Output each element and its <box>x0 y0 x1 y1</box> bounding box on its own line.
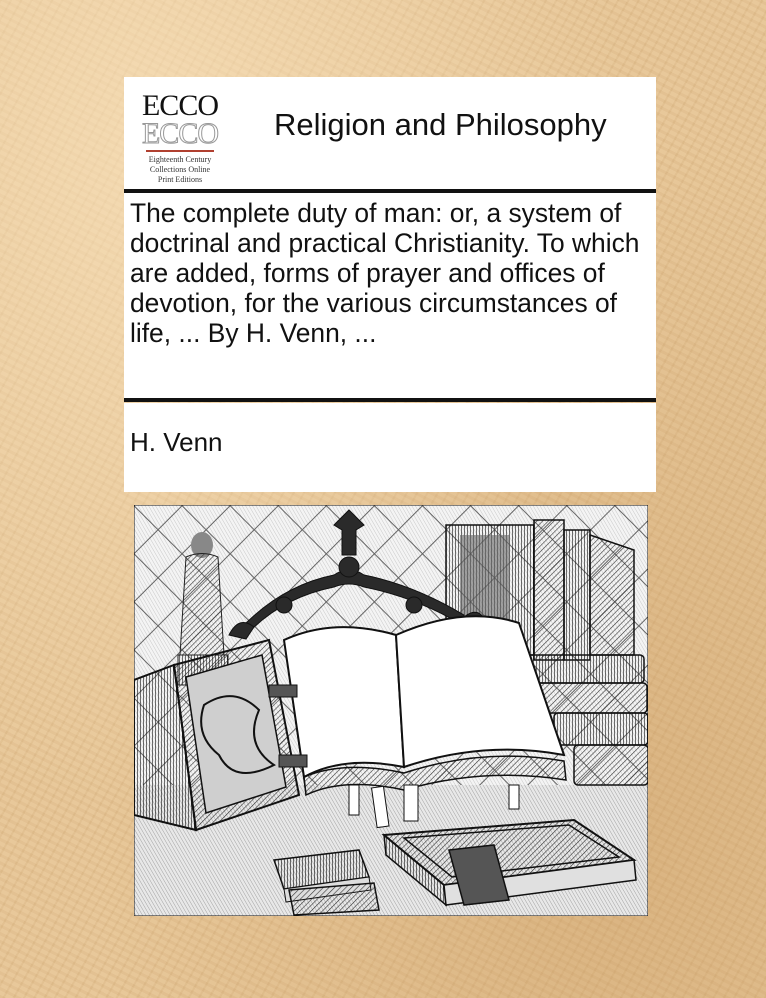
logo-mark: ECCO <box>141 89 218 122</box>
logo-divider <box>146 150 214 152</box>
divider-rule <box>124 398 656 402</box>
logo-line-1: Eighteenth Century <box>148 155 212 164</box>
header-panel <box>124 77 656 190</box>
author-panel <box>124 403 656 492</box>
ecco-logo <box>140 89 220 184</box>
author-name: H. Venn <box>130 427 223 457</box>
logo-mark-reflection: ECCO <box>141 117 218 150</box>
book-title: The complete duty of man: or, a system of doctrinal and practical Christianity. To which are added, forms of prayer and offices of devotion, for the various circumstances of life, ... By H. Venn, ... <box>130 198 640 348</box>
logo-line-3: Print Editions <box>157 175 203 184</box>
book-engraving-illustration <box>134 505 648 916</box>
collection-title: Religion and Philosophy <box>274 107 607 142</box>
title-panel <box>124 193 656 399</box>
logo-line-2: Collections Online <box>149 165 211 174</box>
